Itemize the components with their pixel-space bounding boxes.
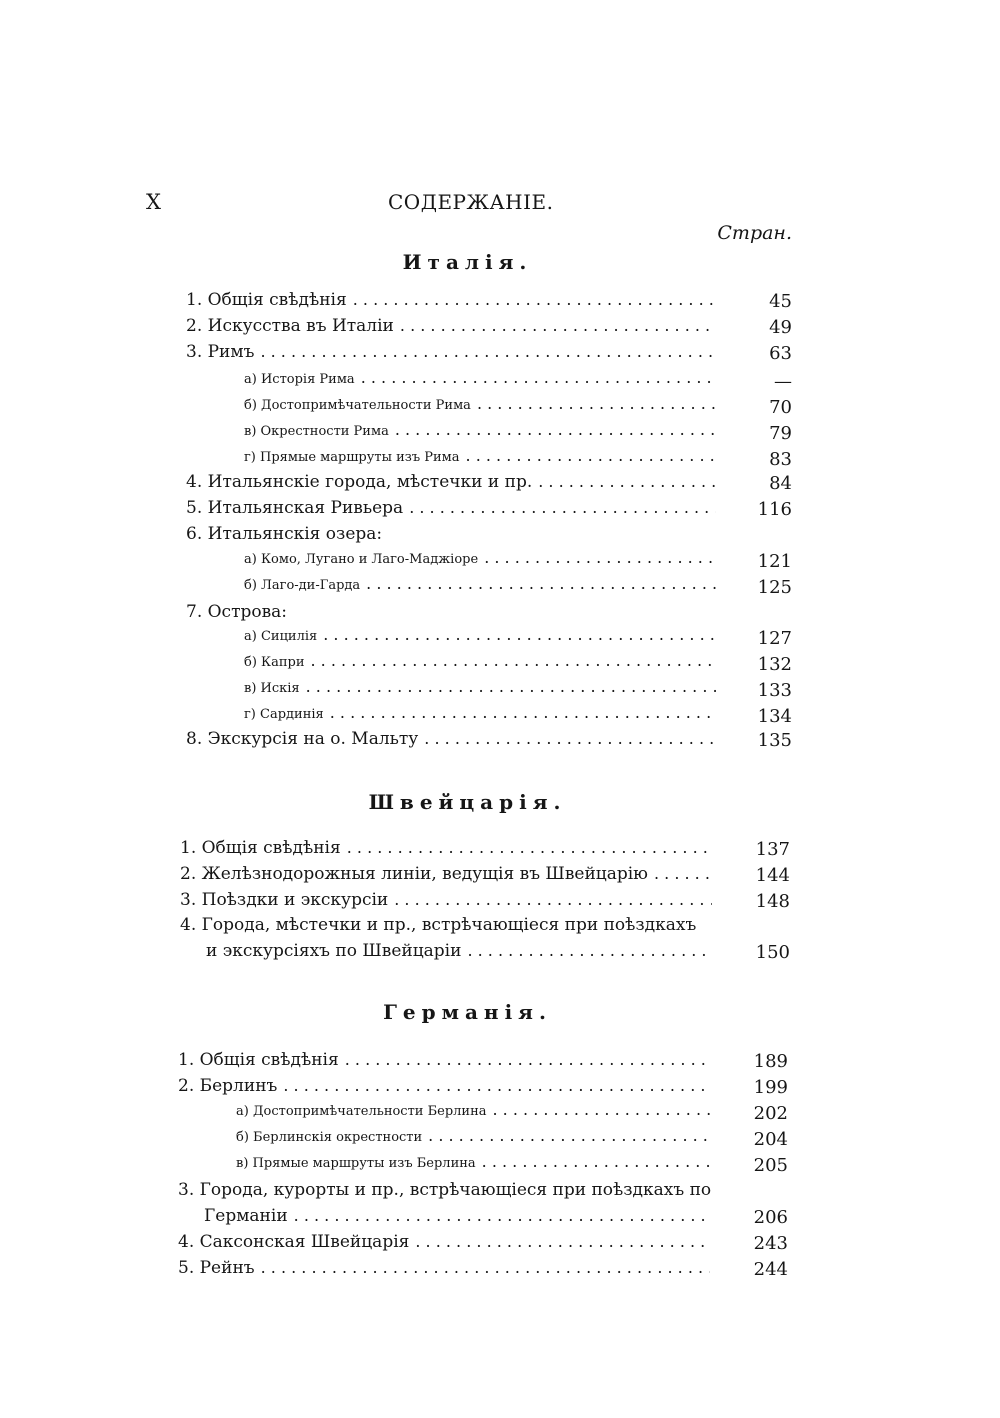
toc-entry-label: 2. Желѣзнодорожныя линіи, ведущія въ Швейцарію	[180, 864, 648, 884]
toc-entry-label: 1. Общія свѣдѣнія	[186, 290, 347, 310]
toc-entry-label: г) Сардинія	[244, 707, 324, 722]
dot-leader	[330, 705, 716, 721]
toc-entry	[244, 576, 716, 602]
toc-entry-label: 6. Итальянскія озера:	[186, 524, 383, 544]
toc-entry-page: 189	[753, 1051, 788, 1072]
toc-entry	[244, 550, 716, 576]
dot-leader	[323, 627, 716, 643]
dot-leader	[260, 344, 716, 360]
toc-entry-label: а) Исторія Рима	[244, 372, 355, 387]
toc-entry-page: 127	[757, 628, 792, 649]
toc-entry-page: 205	[753, 1155, 788, 1176]
toc-entry	[244, 422, 716, 448]
toc-entry-label: б) Достопримѣчательности Рима	[244, 398, 471, 413]
dot-leader	[484, 550, 716, 566]
toc-entry-label: б) Капри	[244, 655, 305, 670]
toc-entry-label: 2. Искусства въ Италіи	[186, 316, 394, 336]
toc-entry-label: 1. Общія свѣдѣнія	[178, 1050, 339, 1070]
toc-entry	[178, 1258, 710, 1284]
dot-leader	[347, 840, 712, 856]
toc-entry-page: 79	[769, 423, 792, 444]
toc-entry-page: 121	[757, 551, 792, 572]
toc-entry	[204, 1206, 710, 1232]
dot-leader	[424, 731, 716, 747]
toc-entry-page: 125	[757, 577, 792, 598]
toc-entry-label: 5. Итальянская Ривьера	[186, 498, 404, 518]
toc-entry-page: 148	[755, 891, 790, 912]
toc-entry-page: 70	[769, 397, 792, 418]
toc-entry	[186, 290, 716, 316]
toc-entry	[178, 1232, 710, 1258]
toc-entry-label: в) Окрестности Рима	[244, 424, 389, 439]
toc-entry-label: 2. Берлинъ	[178, 1076, 278, 1096]
toc-entry	[236, 1154, 710, 1180]
page-title: СОДЕРЖАНIЕ.	[388, 190, 554, 214]
dot-leader	[261, 1260, 710, 1276]
toc-entry-page: 137	[755, 839, 790, 860]
toc-entry-page: 144	[755, 865, 790, 886]
toc-entry	[186, 498, 716, 524]
toc-entry	[206, 941, 712, 967]
dot-leader	[400, 318, 716, 334]
toc-entry	[180, 890, 712, 916]
toc-entry	[186, 316, 716, 342]
toc-entry-label: а) Сицилія	[244, 629, 318, 644]
toc-entry	[178, 1180, 710, 1206]
dot-leader	[466, 448, 716, 464]
toc-entry	[178, 1050, 710, 1076]
toc-entry	[244, 627, 716, 653]
toc-entry-label: в) Искія	[244, 681, 300, 696]
toc-entry-page: 63	[769, 343, 792, 364]
toc-entry-page: 199	[753, 1077, 788, 1098]
section-title-switzerland: Швейцарія.	[368, 790, 567, 814]
section-title-germany: Германія.	[383, 1000, 552, 1024]
dot-leader	[306, 679, 716, 695]
dot-leader	[311, 653, 717, 669]
toc-entry-label: в) Прямые маршруты изъ Берлина	[236, 1156, 476, 1171]
toc-entry-label: 4. Города, мѣстечки и пр., встрѣчающіеся при поѣздкахъ	[180, 915, 697, 935]
toc-entry	[244, 396, 716, 422]
dot-leader	[366, 576, 716, 592]
toc-entry	[244, 679, 716, 705]
toc-entry-page: 135	[757, 730, 792, 751]
toc-entry	[180, 915, 712, 941]
toc-entry-label: 3. Города, курорты и пр., встрѣчающіеся при поѣздкахъ по	[178, 1180, 712, 1200]
toc-entry-label: 7. Острова:	[186, 602, 288, 622]
dot-leader	[428, 1128, 710, 1144]
dot-leader	[395, 422, 716, 438]
section-title-italy: Италія.	[402, 250, 533, 274]
toc-entry-page: 134	[757, 706, 792, 727]
dot-leader	[538, 474, 716, 490]
toc-entry	[186, 472, 716, 498]
toc-entry-label: 3. Римъ	[186, 342, 255, 362]
page-column-label: Стран.	[717, 222, 792, 244]
toc-entry-label: и экскурсіяхъ по Швейцаріи	[206, 941, 462, 961]
toc-entry	[178, 1076, 710, 1102]
toc-entry-page: 243	[753, 1233, 788, 1254]
toc-entry-page: 150	[755, 942, 790, 963]
toc-entry-page: 133	[757, 680, 792, 701]
toc-entry	[186, 729, 716, 755]
toc-entry	[236, 1102, 710, 1128]
toc-entry-page: 202	[753, 1103, 788, 1124]
toc-entry-page: 244	[753, 1259, 788, 1280]
toc-entry-label: г) Прямые маршруты изъ Рима	[244, 450, 460, 465]
toc-entry-label: 4. Саксонская Швейцарія	[178, 1232, 410, 1252]
dot-leader	[493, 1102, 711, 1118]
dot-leader	[345, 1052, 710, 1068]
toc-entry	[244, 448, 716, 474]
toc-entry	[186, 524, 716, 550]
toc-entry-page: 83	[769, 449, 792, 470]
toc-entry-label: а) Достопримѣчательности Берлина	[236, 1104, 487, 1119]
toc-entry-page: 49	[769, 317, 792, 338]
dot-leader	[283, 1078, 710, 1094]
toc-entry-page: 84	[769, 473, 792, 494]
dot-leader	[415, 1234, 710, 1250]
dot-leader	[294, 1208, 710, 1224]
toc-entry-label: 3. Поѣздки и экскурсіи	[180, 890, 389, 910]
toc-entry-label: Германіи	[204, 1206, 288, 1226]
dot-leader	[409, 500, 716, 516]
dot-leader	[361, 370, 716, 386]
toc-entry-page: 204	[753, 1129, 788, 1150]
toc-entry	[244, 705, 716, 731]
toc-entry-label: 8. Экскурсія на о. Мальту	[186, 729, 419, 749]
toc-entry-label: б) Лаго-ди-Гарда	[244, 578, 361, 593]
toc-entry	[244, 653, 716, 679]
dot-leader	[482, 1154, 710, 1170]
toc-entry	[180, 838, 712, 864]
toc-entry	[186, 602, 716, 628]
dot-leader	[477, 396, 716, 412]
toc-entry-label: 1. Общія свѣдѣнія	[180, 838, 341, 858]
toc-entry-page: 116	[757, 499, 792, 520]
toc-entry	[180, 864, 712, 890]
toc-entry-label: а) Комо, Лугано и Лаго-Маджіоре	[244, 552, 479, 567]
toc-entry-page: —	[774, 371, 792, 392]
dot-leader	[394, 892, 712, 908]
toc-entry-page: 132	[757, 654, 792, 675]
toc-entry	[186, 342, 716, 368]
toc-entry-page: 206	[753, 1207, 788, 1228]
dot-leader	[654, 866, 712, 882]
toc-entry	[244, 370, 716, 396]
dot-leader	[353, 292, 716, 308]
toc-entry-label: 4. Итальянскіе города, мѣстечки и пр.	[186, 472, 533, 492]
toc-entry-label: 5. Рейнъ	[178, 1258, 255, 1278]
toc-entry-label: б) Берлинскія окрестности	[236, 1130, 423, 1145]
toc-entry	[236, 1128, 710, 1154]
dot-leader	[467, 943, 712, 959]
toc-entry-page: 45	[769, 291, 792, 312]
page-number: X	[146, 190, 161, 214]
